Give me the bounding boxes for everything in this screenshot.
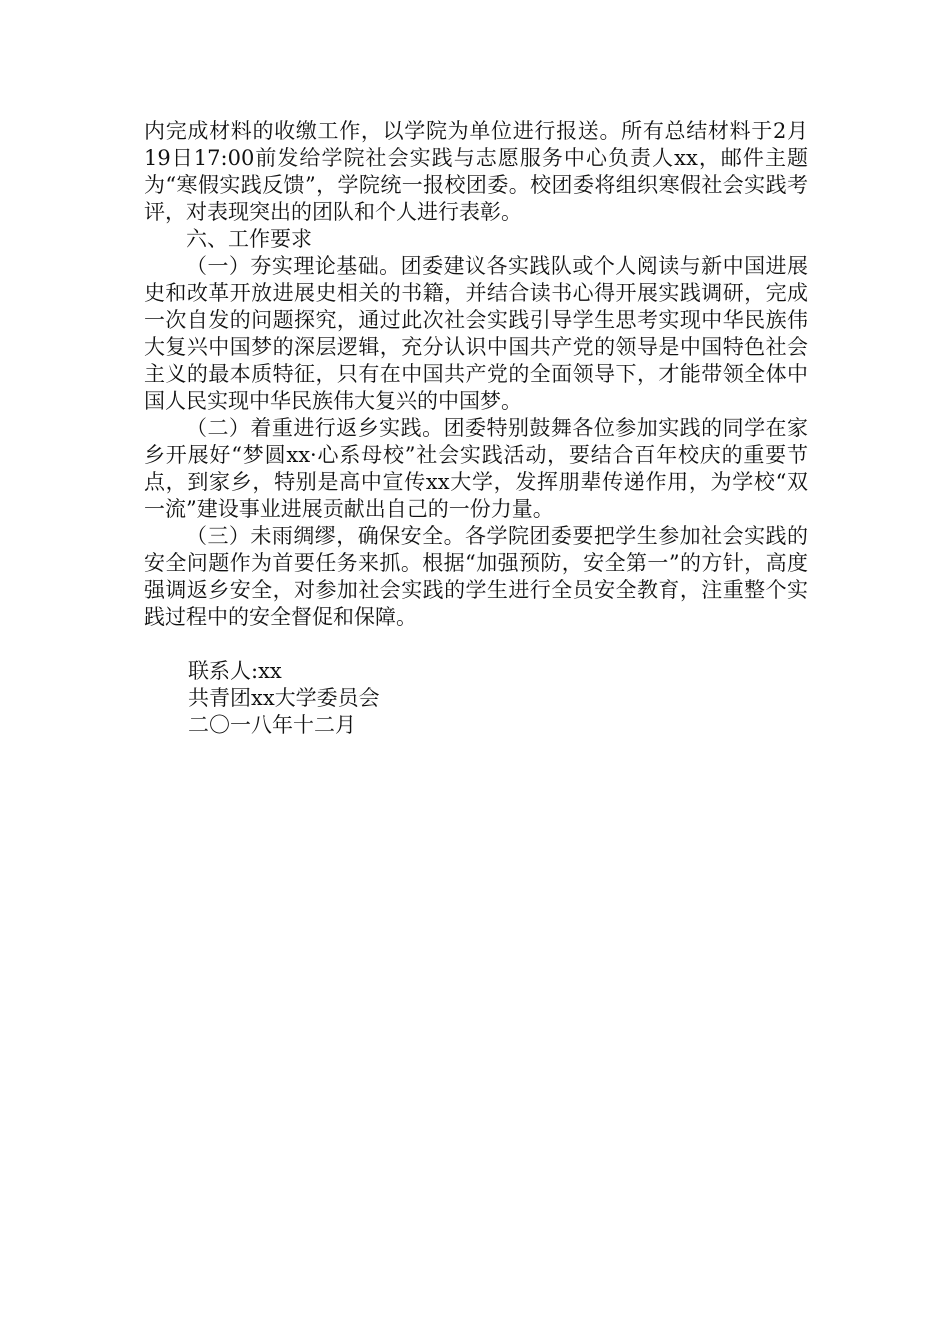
submission-paragraph: 内完成材料的收缴工作，以学院为单位进行报送。所有总结材料于2月19日17:00前发给学院社会实践与志愿服务中心负责人xx，邮件主题为“寒假实践反馈”，学院统一报校团委。校团委将组织寒假社会实践考评，对表现突出的团队和个人进行表彰。 (144, 119, 808, 224)
blank-line (144, 631, 808, 658)
issue-date: 二〇一八年十二月 (188, 713, 356, 737)
document-body (144, 118, 808, 739)
contact-person: 联系人:xx (188, 659, 282, 683)
issuing-organization: 共青团xx大学委员会 (188, 686, 380, 710)
section-heading-work-requirements: 六、工作要求 (186, 227, 312, 251)
requirement-paragraph-2: （二）着重进行返乡实践。团委特别鼓舞各位参加实践的同学在家乡开展好“梦圆xx·心系母校”社会实践活动，要结合百年校庆的重要节点，到家乡，特别是高中宣传xx大学，发挥朋辈传递作用，为学校“双一流”建设事业进展贡献出自己的一份力量。 (144, 416, 808, 521)
requirement-paragraph-1: （一）夯实理论基础。团委建议各实践队或个人阅读与新中国进展史和改革开放进展史相关的书籍，并结合读书心得开展实践调研，完成一次自发的问题探究，通过此次社会实践引导学生思考实现中华民族伟大复兴中国梦的深层逻辑，充分认识中国共产党的领导是中国特色社会主义的最本质特征，只有在中国共产党的全面领导下，才能带领全体中国人民实现中华民族伟大复兴的中国梦。 (144, 254, 808, 413)
requirement-paragraph-3: （三）未雨绸缪，确保安全。各学院团委要把学生参加社会实践的安全问题作为首要任务来抓。根据“加强预防，安全第一”的方针，高度强调返乡安全，对参加社会实践的学生进行全员安全教育，注重整个实践过程中的安全督促和保障。 (144, 524, 808, 629)
